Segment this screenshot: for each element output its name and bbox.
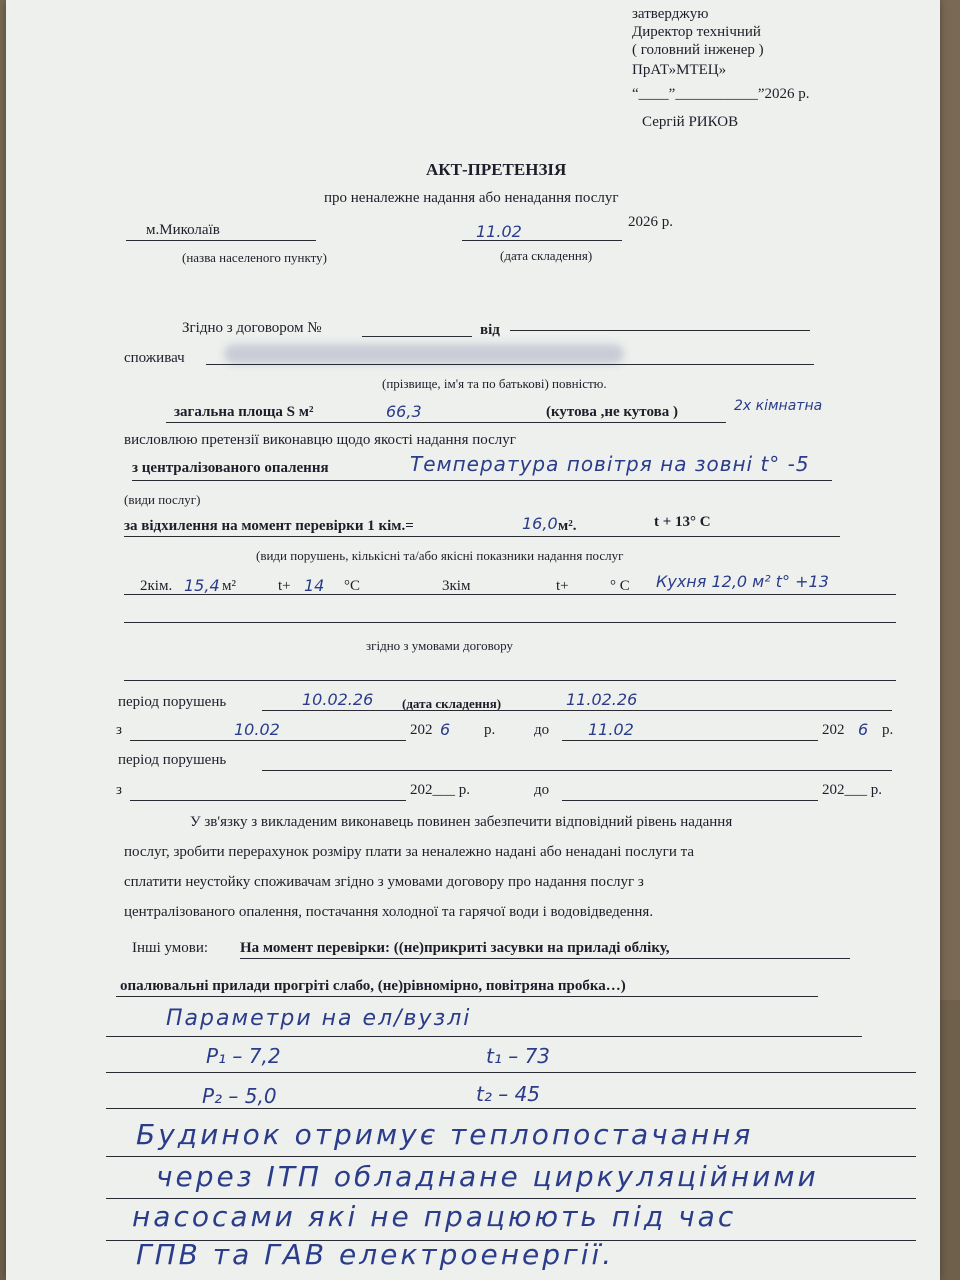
period-label: період порушень — [118, 694, 227, 710]
hw-p1: P₁ – 7,2 — [206, 1044, 281, 1068]
period-do-handwritten: 11.02 — [588, 720, 634, 739]
hw-line-3: насосами які не працюють під час — [132, 1200, 737, 1233]
hw-t1: t₁ – 73 — [486, 1044, 551, 1068]
approval-line-4: ПрАТ»МТЕЦ» — [632, 62, 727, 78]
blank-underline-1 — [124, 622, 896, 623]
body-line-3: сплатити неустойку споживачам згідно з умовами договору про надання послуг з — [124, 874, 644, 890]
period-year-prefix: 202 — [410, 722, 433, 738]
other-line-2: опалювальні прилади прогріті слабо, (не)рівномірно, повітряна пробка…) — [120, 978, 626, 994]
body-line-4: централізованого опалення, постачання холодної та гарячої води і водовідведення. — [124, 904, 654, 920]
area-label: загальна площа S м² — [174, 404, 314, 420]
rooms-underline — [124, 594, 896, 595]
hw-line-4: ГПВ та ГАВ електроенергії. — [136, 1238, 615, 1271]
other-underline-2 — [116, 996, 818, 997]
hw-params: Параметри на ел/вузлі — [166, 1006, 472, 1031]
service-caption: (види послуг) — [124, 492, 201, 507]
contract-from-label: від — [480, 322, 500, 338]
room1-area-handwritten: 16,0 — [522, 514, 558, 533]
period-do-underline-2 — [562, 800, 818, 801]
place-caption: (назва населеного пункту) — [182, 250, 327, 265]
hw-underline-5 — [106, 1198, 916, 1199]
area-value-handwritten: 66,3 — [386, 402, 422, 421]
other-label: Інші умови: — [132, 940, 209, 956]
contract-label: Згідно з договором № — [182, 320, 322, 336]
period-year-3: 202___ р. — [410, 782, 470, 798]
approval-line-1: затверджую — [632, 6, 709, 22]
period-do-underline — [562, 740, 818, 741]
blank-underline-2 — [124, 680, 896, 681]
room2-label: 2кім. — [140, 578, 173, 594]
contract-from-underline — [510, 330, 810, 331]
date-caption: (дата складення) — [500, 248, 593, 263]
period-label-2: період порушень — [118, 752, 227, 768]
room2-celsius: °С — [344, 578, 361, 594]
approval-line-2: Директор технічний — [632, 24, 761, 40]
room1-temp: t + 13° С — [654, 514, 711, 530]
period-year-4: 202___ р. — [822, 782, 882, 798]
hw-line-2: через ІТП обладнане циркуляційними — [156, 1160, 819, 1193]
room2-area-handwritten: 15,4 — [184, 576, 220, 595]
period-made-handwritten: 11.02.26 — [566, 690, 638, 709]
other-underline-1 — [240, 958, 850, 959]
date-year: 2026 р. — [628, 214, 673, 230]
approval-date-line: “____”___________”2026 р. — [632, 86, 810, 102]
period-from-handwritten: 10.02.26 — [302, 690, 374, 709]
period-z-underline — [130, 740, 406, 741]
contract-number-underline — [362, 336, 472, 337]
hw-underline-3 — [106, 1108, 916, 1109]
place-value: м.Миколаїв — [146, 222, 220, 238]
document-page — [6, 0, 940, 1280]
place-underline — [126, 240, 316, 241]
hw-p2: P₂ – 5,0 — [202, 1084, 277, 1108]
approval-name: Сергій РИКОВ — [642, 114, 739, 130]
period-z-handwritten: 10.02 — [234, 720, 280, 739]
room3-label: 3кім — [442, 578, 471, 594]
consumer-label: споживач — [124, 350, 185, 366]
service-handwritten: Температура повітря на зовні t° -5 — [410, 452, 810, 476]
date-handwritten: 11.02 — [476, 222, 522, 241]
hw-underline-4 — [106, 1156, 916, 1157]
redacted-consumer-name — [224, 344, 624, 364]
consumer-caption: (прізвище, ім'я та по батькові) повністю. — [382, 376, 607, 391]
document-subtitle: про неналежне надання або ненадання послуг — [324, 190, 619, 206]
kitchen-handwritten: Кухня 12,0 м² t° +13 — [656, 572, 829, 591]
period-underline — [262, 710, 892, 711]
deviation-underline — [124, 536, 840, 537]
corner-option: (кутова ,не кутова ) — [546, 404, 678, 420]
claim-text: висловлюю претензії виконавцю щодо якості надання послуг — [124, 432, 516, 448]
period-z-underline-2 — [130, 800, 406, 801]
period-do-2: до — [534, 782, 550, 798]
room3-t: t+ — [556, 578, 569, 594]
period-year-digit: 6 — [440, 720, 451, 739]
room2-temp-handwritten: 14 — [304, 576, 325, 595]
period-underline-2 — [262, 770, 892, 771]
period-r-2: р. — [882, 722, 894, 738]
period-year-prefix-2: 202 — [822, 722, 845, 738]
period-do: до — [534, 722, 550, 738]
area-underline — [166, 422, 726, 423]
period-z: з — [116, 722, 122, 738]
period-made-label: (дата складення) — [402, 696, 502, 711]
document-title: АКТ-ПРЕТЕНЗІЯ — [426, 160, 567, 179]
hw-underline-1 — [106, 1036, 862, 1037]
room2-unit: м² — [222, 578, 236, 594]
period-z-2: з — [116, 782, 122, 798]
consumer-underline — [206, 364, 814, 365]
room3-celsius: ° С — [610, 578, 630, 594]
hw-underline-2 — [106, 1072, 916, 1073]
period-year-digit-2: 6 — [858, 720, 869, 739]
service-label: з централізованого опалення — [132, 460, 329, 476]
other-line-1: На момент перевірки: ((не)прикриті засувки на приладі обліку, — [240, 940, 670, 956]
room1-unit: м². — [558, 518, 577, 534]
date-underline — [462, 240, 622, 241]
terms-caption: згідно з умовами договору — [366, 638, 514, 653]
corner-handwritten: 2х кімнатна — [734, 398, 823, 414]
approval-line-3: ( головний інженер ) — [632, 42, 764, 58]
service-underline — [132, 480, 832, 481]
violations-caption: (види порушень, кількісні та/або якісні показники надання послуг — [256, 548, 624, 563]
body-line-1: У зв'язку з викладеним виконавець повинен забезпечити відповідний рівень надання — [190, 814, 733, 830]
hw-line-1: Будинок отримує теплопостачання — [136, 1118, 754, 1151]
deviation-label: за відхилення на момент перевірки 1 кім.= — [124, 518, 414, 534]
body-line-2: послуг, зробити перерахунок розміру плати за неналежно надані або ненадані послуги та — [124, 844, 695, 860]
room2-t: t+ — [278, 578, 291, 594]
period-r: р. — [484, 722, 496, 738]
hw-t2: t₂ – 45 — [476, 1082, 541, 1106]
